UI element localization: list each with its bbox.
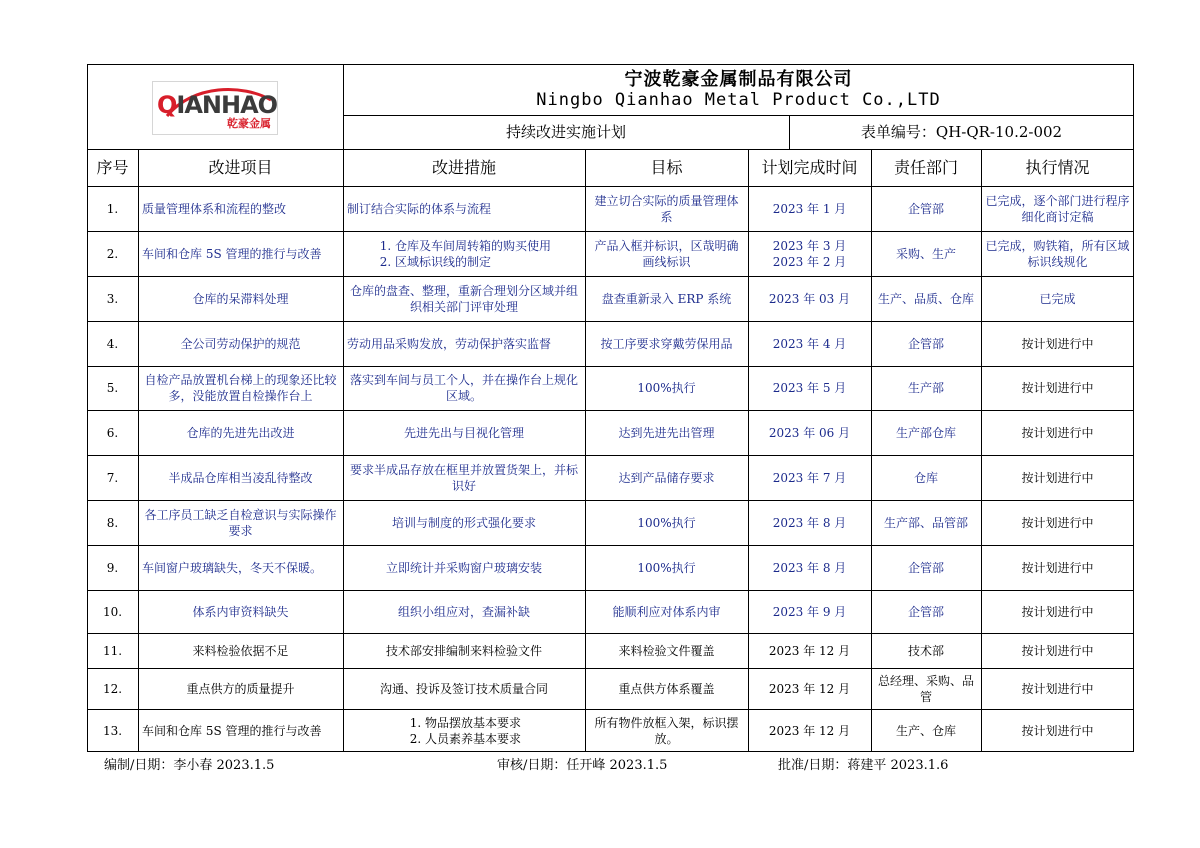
improvement-measure: 先进先出与目视化管理 bbox=[403, 425, 524, 440]
planned-date: 2023 年 3 月 bbox=[772, 238, 847, 253]
row-number: 1. bbox=[106, 201, 119, 216]
planned-completion-time: 2023 年 12 月 bbox=[768, 681, 851, 696]
execution-status: 按计划进行中 bbox=[1021, 515, 1094, 530]
column-header: 执行情况 bbox=[1025, 157, 1090, 177]
logo-wordmark: QIANHAO bbox=[157, 91, 278, 119]
responsible-department: 总经理、采购、品管 bbox=[877, 673, 974, 704]
execution-status: 已完成，购铁箱，所有区域标识线规化 bbox=[985, 238, 1130, 269]
target: 所有物件放框入架，标识摆放。 bbox=[594, 715, 739, 746]
improvement-item: 体系内审资料缺失 bbox=[192, 604, 289, 619]
measure-list bbox=[377, 238, 551, 270]
planned-completion-time: 2023 年 1 月 bbox=[772, 201, 847, 216]
improvement-item: 半成品仓库相当凌乱待整改 bbox=[168, 470, 313, 485]
improvement-measure bbox=[343, 709, 585, 752]
form-number: 表单编号：QH-QR-10.2-002 bbox=[860, 123, 1063, 141]
target: 来料检验文件覆盖 bbox=[618, 643, 715, 658]
responsible-department: 企管部 bbox=[907, 560, 944, 575]
row-number: 12. bbox=[102, 681, 123, 696]
row-number: 13. bbox=[102, 723, 123, 738]
target: 达到产品储存要求 bbox=[618, 470, 715, 485]
target: 产品入框并标识，区哉明确画线标识 bbox=[594, 238, 739, 269]
improvement-item: 仓库的呆滞料处理 bbox=[192, 291, 289, 306]
measure-list bbox=[407, 715, 521, 747]
measure-list-item: 1. 仓库及车间周转箱的购买使用 bbox=[395, 238, 551, 254]
improvement-item: 自检产品放置机台梯上的现象还比较多，没能放置自检操作台上 bbox=[144, 373, 337, 403]
prepared-by: 编制/日期：李小春 2023.1.5 bbox=[104, 758, 275, 773]
execution-status: 已完成，逐个部门进行程序细化商讨定稿 bbox=[985, 193, 1130, 224]
improvement-measure: 要求半成品存放在框里并放置货架上，并标识好 bbox=[349, 462, 578, 493]
responsible-department: 仓库 bbox=[913, 470, 938, 485]
responsible-department: 企管部 bbox=[907, 604, 944, 619]
row-number: 2. bbox=[106, 246, 119, 261]
reviewed-by: 审核/日期：任开峰 2023.1.5 bbox=[497, 758, 668, 773]
column-header: 改进项目 bbox=[208, 157, 273, 177]
column-header: 计划完成时间 bbox=[761, 157, 858, 177]
row-number: 6. bbox=[106, 425, 119, 440]
target: 建立切合实际的质量管理体系 bbox=[594, 193, 739, 224]
planned-completion-time: 2023 年 5 月 bbox=[772, 381, 847, 395]
planned-completion-time: 2023 年 03 月 bbox=[768, 291, 851, 306]
improvement-item: 车间窗户玻璃缺失，冬天不保暖。 bbox=[142, 560, 323, 575]
execution-status: 按计划进行中 bbox=[1021, 604, 1094, 619]
target: 100%执行 bbox=[637, 381, 696, 395]
row-number: 4. bbox=[106, 336, 119, 351]
improvement-measure: 立即统计并采购窗户玻璃安装 bbox=[385, 560, 542, 575]
planned-completion-time: 2023 年 12 月 bbox=[768, 723, 851, 738]
improvement-item: 仓库的先进先出改进 bbox=[186, 425, 295, 440]
improvement-measure bbox=[343, 231, 585, 276]
column-header: 改进措施 bbox=[431, 157, 496, 177]
row-number: 10. bbox=[102, 604, 123, 619]
planned-completion-time: 2023 年 12 月 bbox=[768, 643, 851, 658]
responsible-department: 生产、品质、仓库 bbox=[877, 291, 974, 306]
execution-status: 按计划进行中 bbox=[1021, 681, 1094, 696]
execution-status: 按计划进行中 bbox=[1021, 560, 1094, 575]
row-number: 11. bbox=[102, 643, 123, 658]
improvement-measure: 组织小组应对，查漏补缺 bbox=[397, 604, 530, 619]
planned-completion-time: 2023 年 7 月 bbox=[772, 470, 847, 485]
measure-list-item: 2. 人员素养基本要求 bbox=[425, 731, 521, 747]
column-header: 责任部门 bbox=[893, 157, 958, 177]
responsible-department: 企管部 bbox=[907, 336, 944, 351]
planned-completion-time: 2023 年 06 月 bbox=[768, 425, 851, 440]
company-name-cn: 宁波乾豪金属制品有限公司 bbox=[624, 68, 853, 90]
execution-status: 按计划进行中 bbox=[1021, 425, 1094, 440]
responsible-department: 生产部、品管部 bbox=[883, 515, 968, 530]
improvement-item: 全公司劳动保护的规范 bbox=[180, 336, 301, 351]
form-title: 持续改进实施计划 bbox=[505, 123, 626, 141]
planned-completion-time bbox=[748, 231, 871, 276]
responsible-department: 生产部仓库 bbox=[895, 425, 956, 440]
execution-status: 按计划进行中 bbox=[1021, 723, 1094, 738]
execution-status: 按计划进行中 bbox=[1021, 381, 1094, 395]
measure-list-item: 2. 区域标识线的制定 bbox=[395, 254, 551, 270]
company-logo bbox=[152, 81, 278, 135]
improvement-item: 来料检验依据不足 bbox=[192, 643, 289, 658]
column-header: 目标 bbox=[650, 157, 683, 177]
target: 按工序要求穿戴劳保用品 bbox=[600, 336, 733, 351]
improvement-measure: 落实到车间与员工个人，并在操作台上规化区域。 bbox=[349, 373, 578, 403]
improvement-item: 各工序员工缺乏自检意识与实际操作要求 bbox=[144, 507, 337, 538]
execution-status: 按计划进行中 bbox=[1021, 643, 1094, 658]
approved-by: 批准/日期：蒋建平 2023.1.6 bbox=[778, 758, 949, 773]
column-header: 序号 bbox=[96, 157, 129, 177]
planned-completion-time: 2023 年 8 月 bbox=[772, 515, 847, 530]
improvement-measure: 劳动用品采购发放，劳动保护落实监督 bbox=[347, 336, 552, 351]
improvement-measure: 技术部安排编制来料检验文件 bbox=[385, 643, 542, 658]
improvement-measure: 沟通、投诉及签订技术质量合同 bbox=[379, 681, 548, 696]
target: 100%执行 bbox=[637, 560, 696, 575]
row-number: 7. bbox=[106, 470, 119, 485]
improvement-item: 重点供方的质量提升 bbox=[186, 681, 295, 696]
planned-completion-time: 2023 年 8 月 bbox=[772, 560, 847, 575]
row-number: 9. bbox=[106, 560, 119, 575]
execution-status: 按计划进行中 bbox=[1021, 470, 1094, 485]
improvement-measure: 培训与制度的形式强化要求 bbox=[391, 515, 536, 530]
row-number: 8. bbox=[106, 515, 119, 530]
row-number: 3. bbox=[106, 291, 119, 306]
responsible-department: 采购、生产 bbox=[895, 246, 956, 261]
planned-completion-time: 2023 年 9 月 bbox=[772, 604, 847, 619]
company-name-cell bbox=[343, 64, 1134, 115]
improvement-measure: 制订结合实际的体系与流程 bbox=[347, 201, 492, 216]
responsible-department: 技术部 bbox=[907, 643, 944, 658]
planned-date: 2023 年 2 月 bbox=[772, 254, 847, 269]
execution-status: 按计划进行中 bbox=[1021, 336, 1094, 351]
responsible-department: 生产部 bbox=[907, 381, 944, 395]
target: 达到先进先出管理 bbox=[618, 425, 715, 440]
logo-subtitle: 乾豪金属 bbox=[227, 117, 271, 130]
company-name-en: Ningbo Qianhao Metal Product Co.,LTD bbox=[536, 89, 941, 110]
execution-status: 已完成 bbox=[1039, 291, 1076, 306]
target: 盘查重新录入 ERP 系统 bbox=[601, 291, 732, 306]
improvement-item: 车间和仓库 5S 管理的推行与改善 bbox=[142, 723, 322, 738]
planned-completion-time: 2023 年 4 月 bbox=[772, 336, 847, 351]
target: 100%执行 bbox=[637, 515, 696, 530]
improvement-item: 质量管理体系和流程的整改 bbox=[142, 201, 287, 216]
target: 能顺利应对体系内审 bbox=[612, 604, 721, 619]
responsible-department: 企管部 bbox=[907, 201, 944, 216]
target: 重点供方体系覆盖 bbox=[618, 681, 715, 696]
improvement-measure: 仓库的盘查、整理，重新合理划分区域并组织相关部门评审处理 bbox=[349, 283, 578, 314]
responsible-department: 生产、仓库 bbox=[895, 723, 956, 738]
measure-list-item: 1. 物品摆放基本要求 bbox=[425, 715, 521, 731]
improvement-item: 车间和仓库 5S 管理的推行与改善 bbox=[142, 246, 322, 261]
row-number: 5. bbox=[106, 381, 119, 395]
